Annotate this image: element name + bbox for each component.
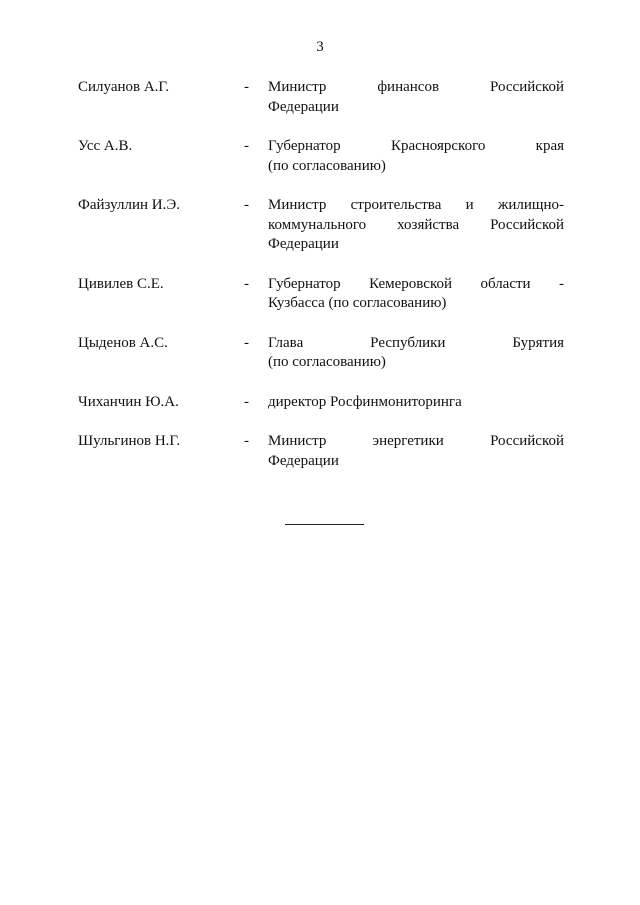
list-item: [78, 78, 564, 117]
member-name: Усс А.В.: [78, 138, 133, 154]
member-name: Файзуллин И.Э.: [78, 197, 180, 213]
member-position: [268, 432, 564, 471]
position-line: (по согласованию): [268, 354, 386, 370]
separator-dash: -: [244, 138, 249, 154]
member-name: Шульгинов Н.Г.: [78, 433, 181, 449]
position-line: Федерации: [268, 452, 339, 469]
member-position: [268, 334, 564, 373]
separator-dash: -: [244, 334, 249, 351]
position-line: Министр строительства и жилищно-: [268, 197, 564, 213]
position-line: Губернатор Красноярского края: [268, 138, 564, 154]
member-position: [268, 78, 564, 117]
member-list: [78, 78, 564, 491]
member-name: Цыденов А.С.: [78, 334, 168, 351]
separator-dash: -: [244, 79, 249, 95]
list-item: [78, 334, 564, 373]
separator-dash: -: [244, 433, 249, 449]
position-line: Министр энергетики Российской: [268, 433, 564, 449]
list-item: [78, 196, 564, 255]
position-line: Министр финансов Российской: [268, 79, 564, 95]
member-position: [268, 393, 564, 413]
member-name: Цивилев С.Е.: [78, 275, 164, 292]
list-item: [78, 432, 564, 471]
position-line: директор Росфинмониторинга: [268, 393, 462, 410]
position-line: Губернатор Кемеровской области -: [268, 275, 564, 292]
list-item: [78, 275, 564, 314]
member-name: Силуанов А.Г.: [78, 79, 170, 95]
member-position: [268, 275, 564, 314]
member-position: [268, 137, 564, 176]
closing-rule: [285, 524, 364, 525]
position-line: коммунального хозяйства Российской: [268, 216, 564, 233]
page-number: 3: [316, 39, 324, 55]
list-item: [78, 137, 564, 176]
position-line: Федерации: [268, 236, 339, 252]
member-position: [268, 196, 564, 255]
position-line: (по согласованию): [268, 157, 386, 174]
position-line: Глава Республики Бурятия: [268, 334, 564, 351]
position-line: Федерации: [268, 98, 339, 115]
separator-dash: -: [244, 197, 249, 213]
separator-dash: -: [244, 275, 249, 292]
member-name: Чиханчин Ю.А.: [78, 393, 179, 410]
list-item: [78, 393, 564, 413]
separator-dash: -: [244, 393, 249, 410]
position-line: Кузбасса (по согласованию): [268, 295, 447, 311]
